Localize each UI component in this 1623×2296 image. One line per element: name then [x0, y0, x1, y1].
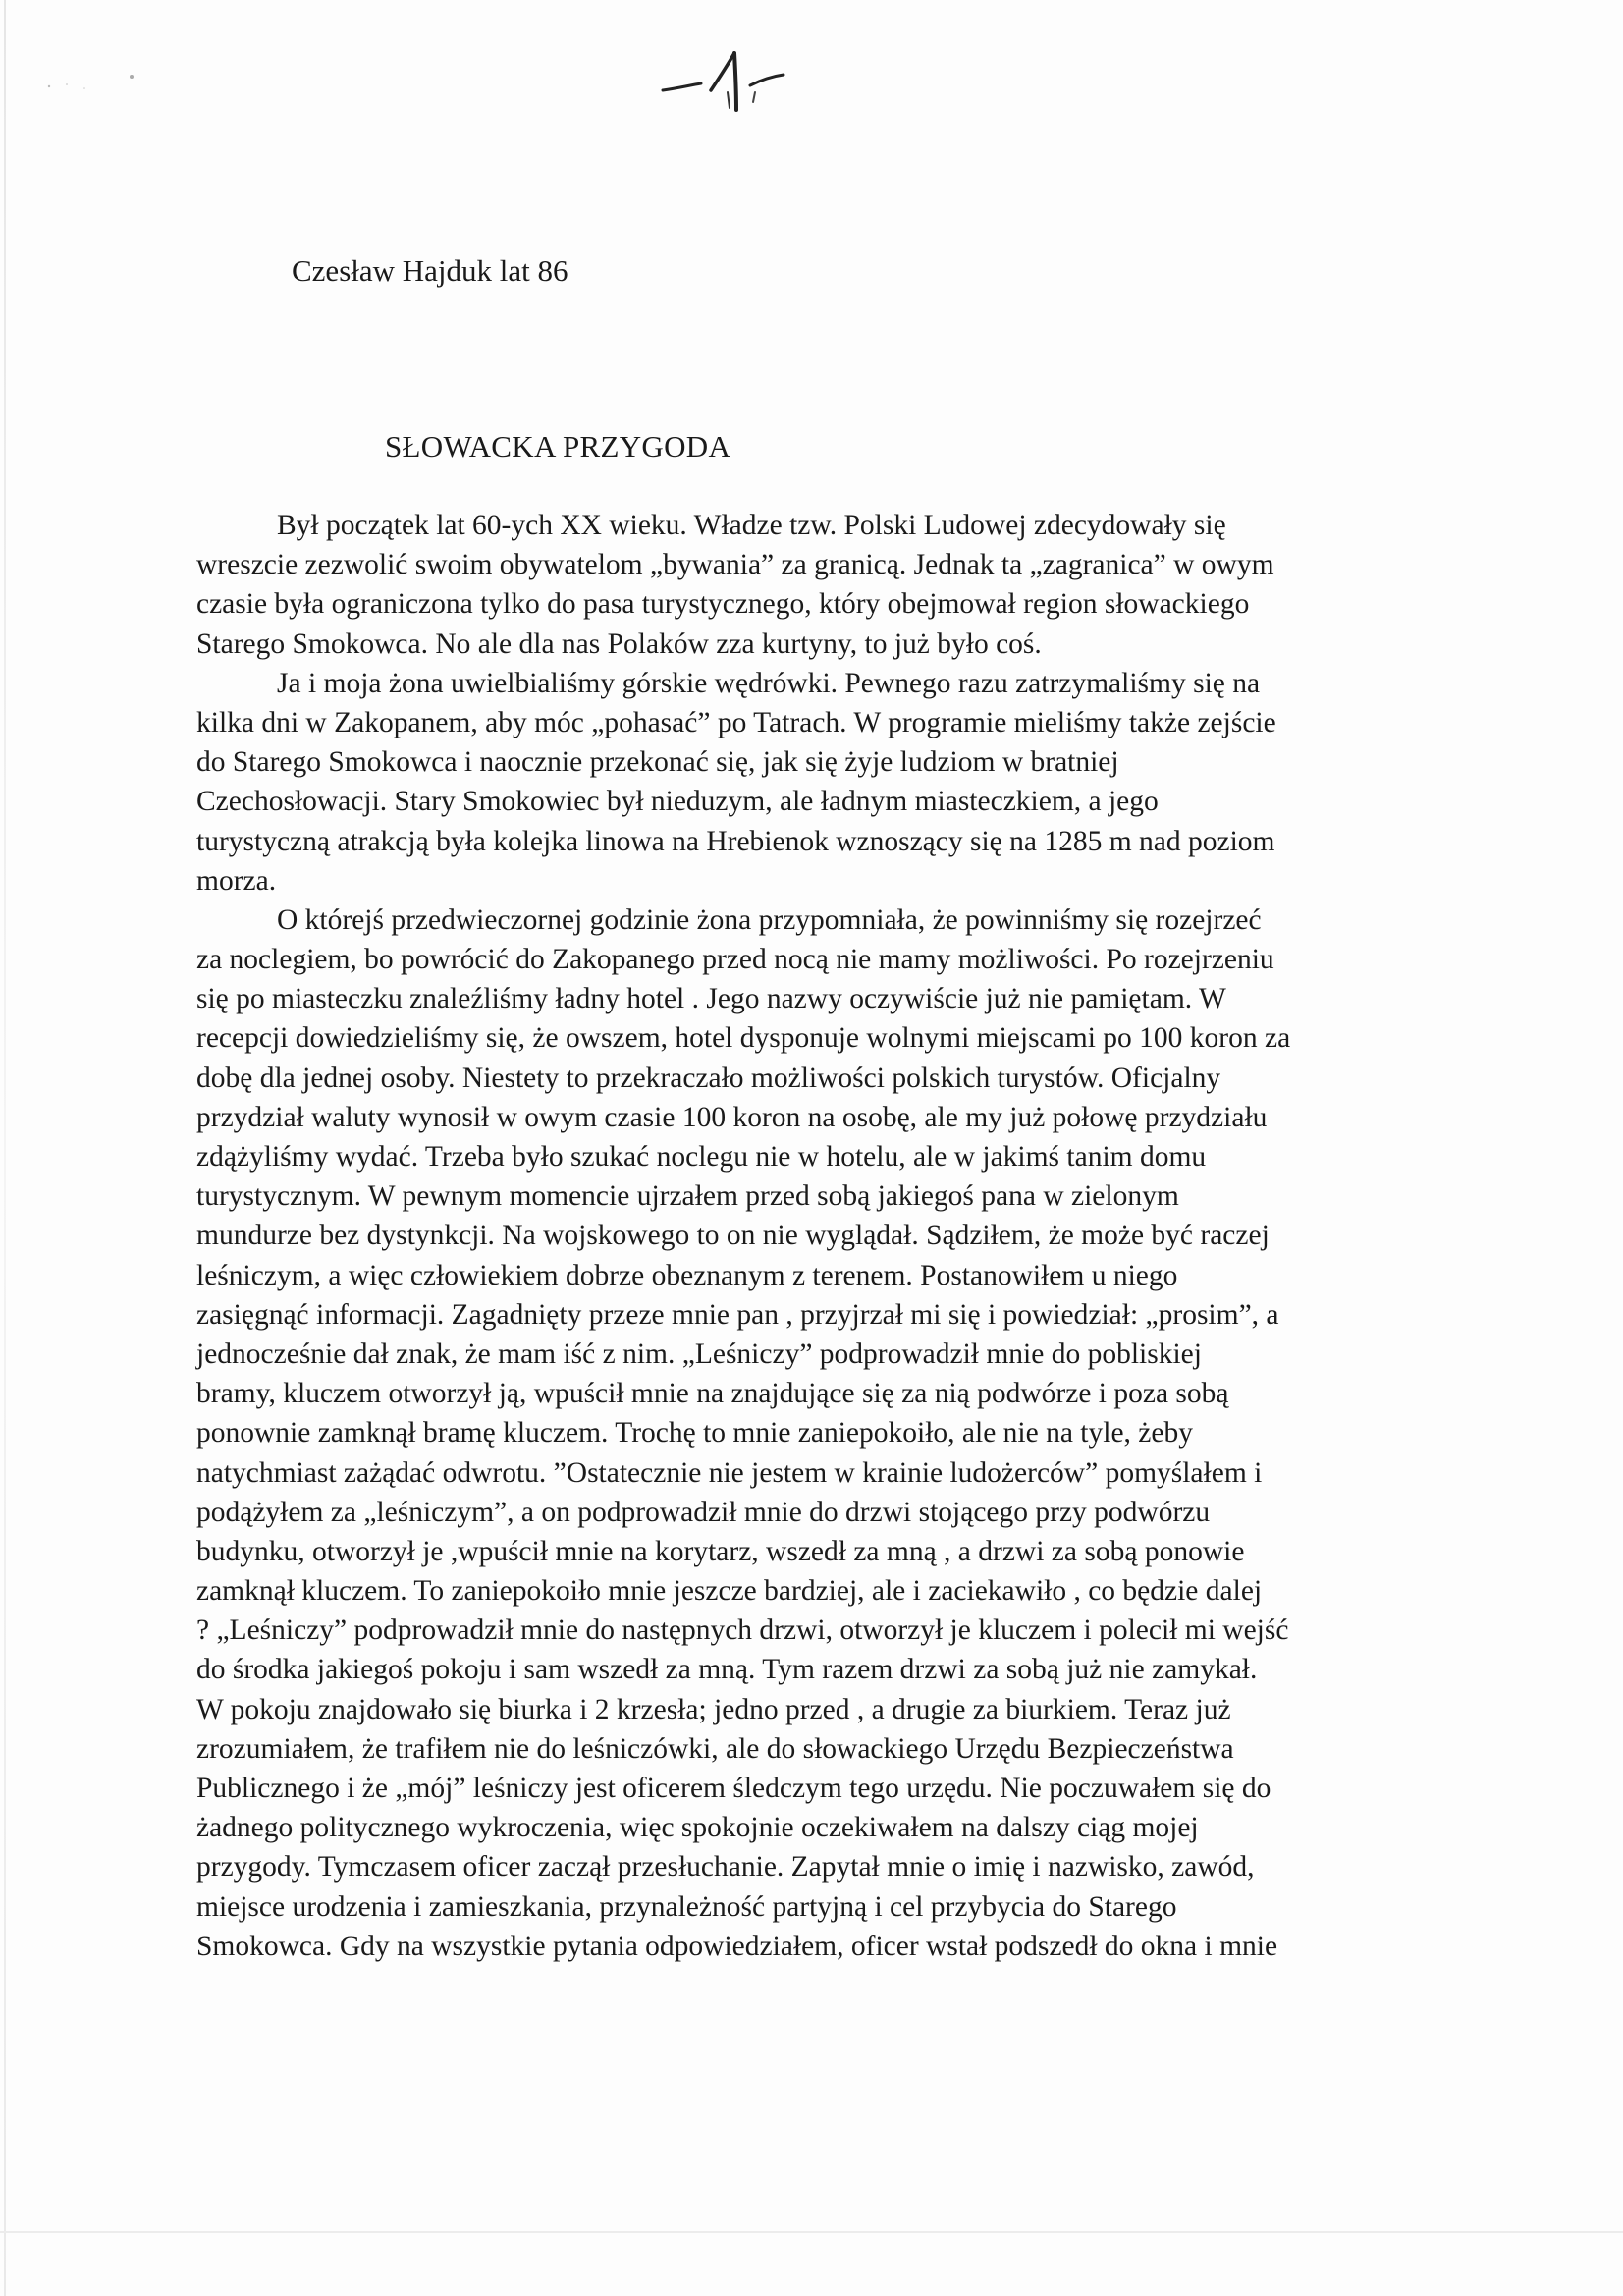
- body-line: recepcji dowiedzieliśmy się, że owszem, hotel dysponuje wolnymi miejscami po 100 koron za: [196, 1022, 1291, 1055]
- body-line: kilka dni w Zakopanem, aby móc „pohasać” po Tatrach. W programie mieliśmy także zejście: [196, 706, 1276, 738]
- body-line: Publicznego i że „mój” leśniczy jest oficerem śledczym tego urzędu. Nie poczuwałem się do: [196, 1773, 1271, 1804]
- handwritten-page-number: [628, 49, 844, 137]
- body-line: żadnego politycznego wykroczenia, więc spokojnie oczekiwałem na dalszy ciąg mojej: [196, 1812, 1199, 1844]
- body-line: za noclegiem, bo powrócić do Zakopanego przed nocą nie mamy możliwości. Po rozejrzeniu: [196, 944, 1274, 976]
- body-line: zasięgnąć informacji. Zagadnięty przeze mnie pan , przyjrzał mi się i powiedział: „prosim”, a: [196, 1298, 1279, 1331]
- body-line: turystycznym. W pewnym momencie ujrzałem przed sobą jakiegoś pana w zielonym: [196, 1180, 1179, 1213]
- body-line: mundurze bez dystynkcji. Na wojskowego to on nie wyglądał. Sądziłem, że może być raczej: [196, 1220, 1270, 1252]
- body-line: się po miasteczku znaleźliśmy ładny hotel . Jego nazwy oczywiście już nie pamiętam. W: [196, 983, 1226, 1015]
- body-line: zrozumiałem, że trafiłem nie do leśniczówki, ale do słowackiego Urzędu Bezpieczeństwa: [196, 1732, 1234, 1765]
- body-line: podążyłem za „leśniczym”, a on podprowadził mnie do drzwi stojącego przy podwórzu: [196, 1496, 1211, 1528]
- body-line: dobę dla jednej osoby. Niestety to przekraczało możliwości polskich turystów. Oficjalny: [196, 1062, 1221, 1094]
- body-line: wreszcie zezwolić swoim obywatelom „bywania” za granicą. Jednak ta „zagranica” w owym: [196, 549, 1274, 581]
- body-line: przydział waluty wynosił w owym czasie 100 koron na osobę, ale my już połowę przydziału: [196, 1101, 1268, 1133]
- body-line: Starego Smokowca. No ale dla nas Polaków zza kurtyny, to już było coś.: [196, 628, 1042, 660]
- body-line: ponownie zamknął bramę kluczem. Trochę to mnie zaniepokoiło, ale nie na tyle, żeby: [196, 1417, 1193, 1449]
- scan-edge-left: [4, 0, 6, 2296]
- body-line: Ja i moja żona uwielbialiśmy górskie wędrówki. Pewnego razu zatrzymaliśmy się na: [277, 667, 1261, 699]
- body-line: Był początek lat 60-ych XX wieku. Władze tzw. Polski Ludowej zdecydowały się: [277, 510, 1226, 541]
- body-line: bramy, kluczem otworzył ją, wpuścił mnie na znajdujące się za nią podwórze i poza sobą: [196, 1378, 1229, 1410]
- scan-edge-bottom: [0, 2231, 1623, 2233]
- document-title: SŁOWACKA PRZYGODA: [385, 429, 731, 464]
- body-line: budynku, otworzył je ,wpuścił mnie na korytarz, wszedł za mną , a drzwi za sobą ponowie: [196, 1535, 1245, 1567]
- body-line: morza.: [196, 864, 277, 897]
- body-line: czasie była ograniczona tylko do pasa turystycznego, który obejmował region słowackiego: [196, 588, 1250, 621]
- scan-specks: [39, 65, 157, 94]
- body-line: jednocześnie dał znak, że mam iść z nim. „Leśniczy” podprowadził mnie do pobliskiej: [196, 1338, 1202, 1370]
- body-line: do Starego Smokowca i naocznie przekonać się, jak się żyje ludziom w bratniej: [196, 746, 1119, 779]
- body-line: natychmiast zażądać odwrotu. ”Ostatecznie nie jestem w krainie ludożerców” pomyślałem i: [196, 1456, 1263, 1489]
- body-text: [196, 506, 1414, 1966]
- body-line: przygody. Tymczasem oficer zaczął przesłuchanie. Zapytał mnie o imię i nazwisko, zawód,: [196, 1851, 1255, 1884]
- body-line: turystyczną atrakcją była kolejka linowa na Hrebienok wznoszący się na 1285 m nad poziom: [196, 825, 1275, 857]
- body-line: leśniczym, a więc człowiekiem dobrze obeznanym z terenem. Postanowiłem u niego: [196, 1259, 1178, 1291]
- body-line: do środka jakiegoś pokoju i sam wszedł za mną. Tym razem drzwi za sobą już nie zamykał.: [196, 1654, 1258, 1686]
- body-line: zdążyliśmy wydać. Trzeba było szukać noclegu nie w hotelu, ale w jakimś tanim domu: [196, 1141, 1207, 1173]
- body-line: ? „Leśniczy” podprowadził mnie do następnych drzwi, otworzył je kluczem i polecił mi wejść: [196, 1614, 1289, 1647]
- body-line: O którejś przedwieczornej godzinie żona przypomniała, że powinniśmy się rozejrzeć: [277, 903, 1262, 936]
- body-line: Czechosłowacji. Stary Smokowiec był nieduzym, ale ładnym miasteczkiem, a jego: [196, 786, 1159, 818]
- body-line: miejsce urodzenia i zamieszkania, przynależność partyjną i cel przybycia do Starego: [196, 1890, 1177, 1923]
- body-line: zamknął kluczem. To zaniepokoiło mnie jeszcze bardziej, ale i zaciekawiło , co będzie dalej: [196, 1575, 1263, 1608]
- author-line: Czesław Hajduk lat 86: [292, 253, 568, 288]
- body-line: W pokoju znajdowało się biurka i 2 krzesła; jedno przed , a drugie za biurkiem. Teraz już: [196, 1693, 1231, 1725]
- body-line: Smokowca. Gdy na wszystkie pytania odpowiedziałem, oficer wstał podszedł do okna i mnie: [196, 1930, 1278, 1962]
